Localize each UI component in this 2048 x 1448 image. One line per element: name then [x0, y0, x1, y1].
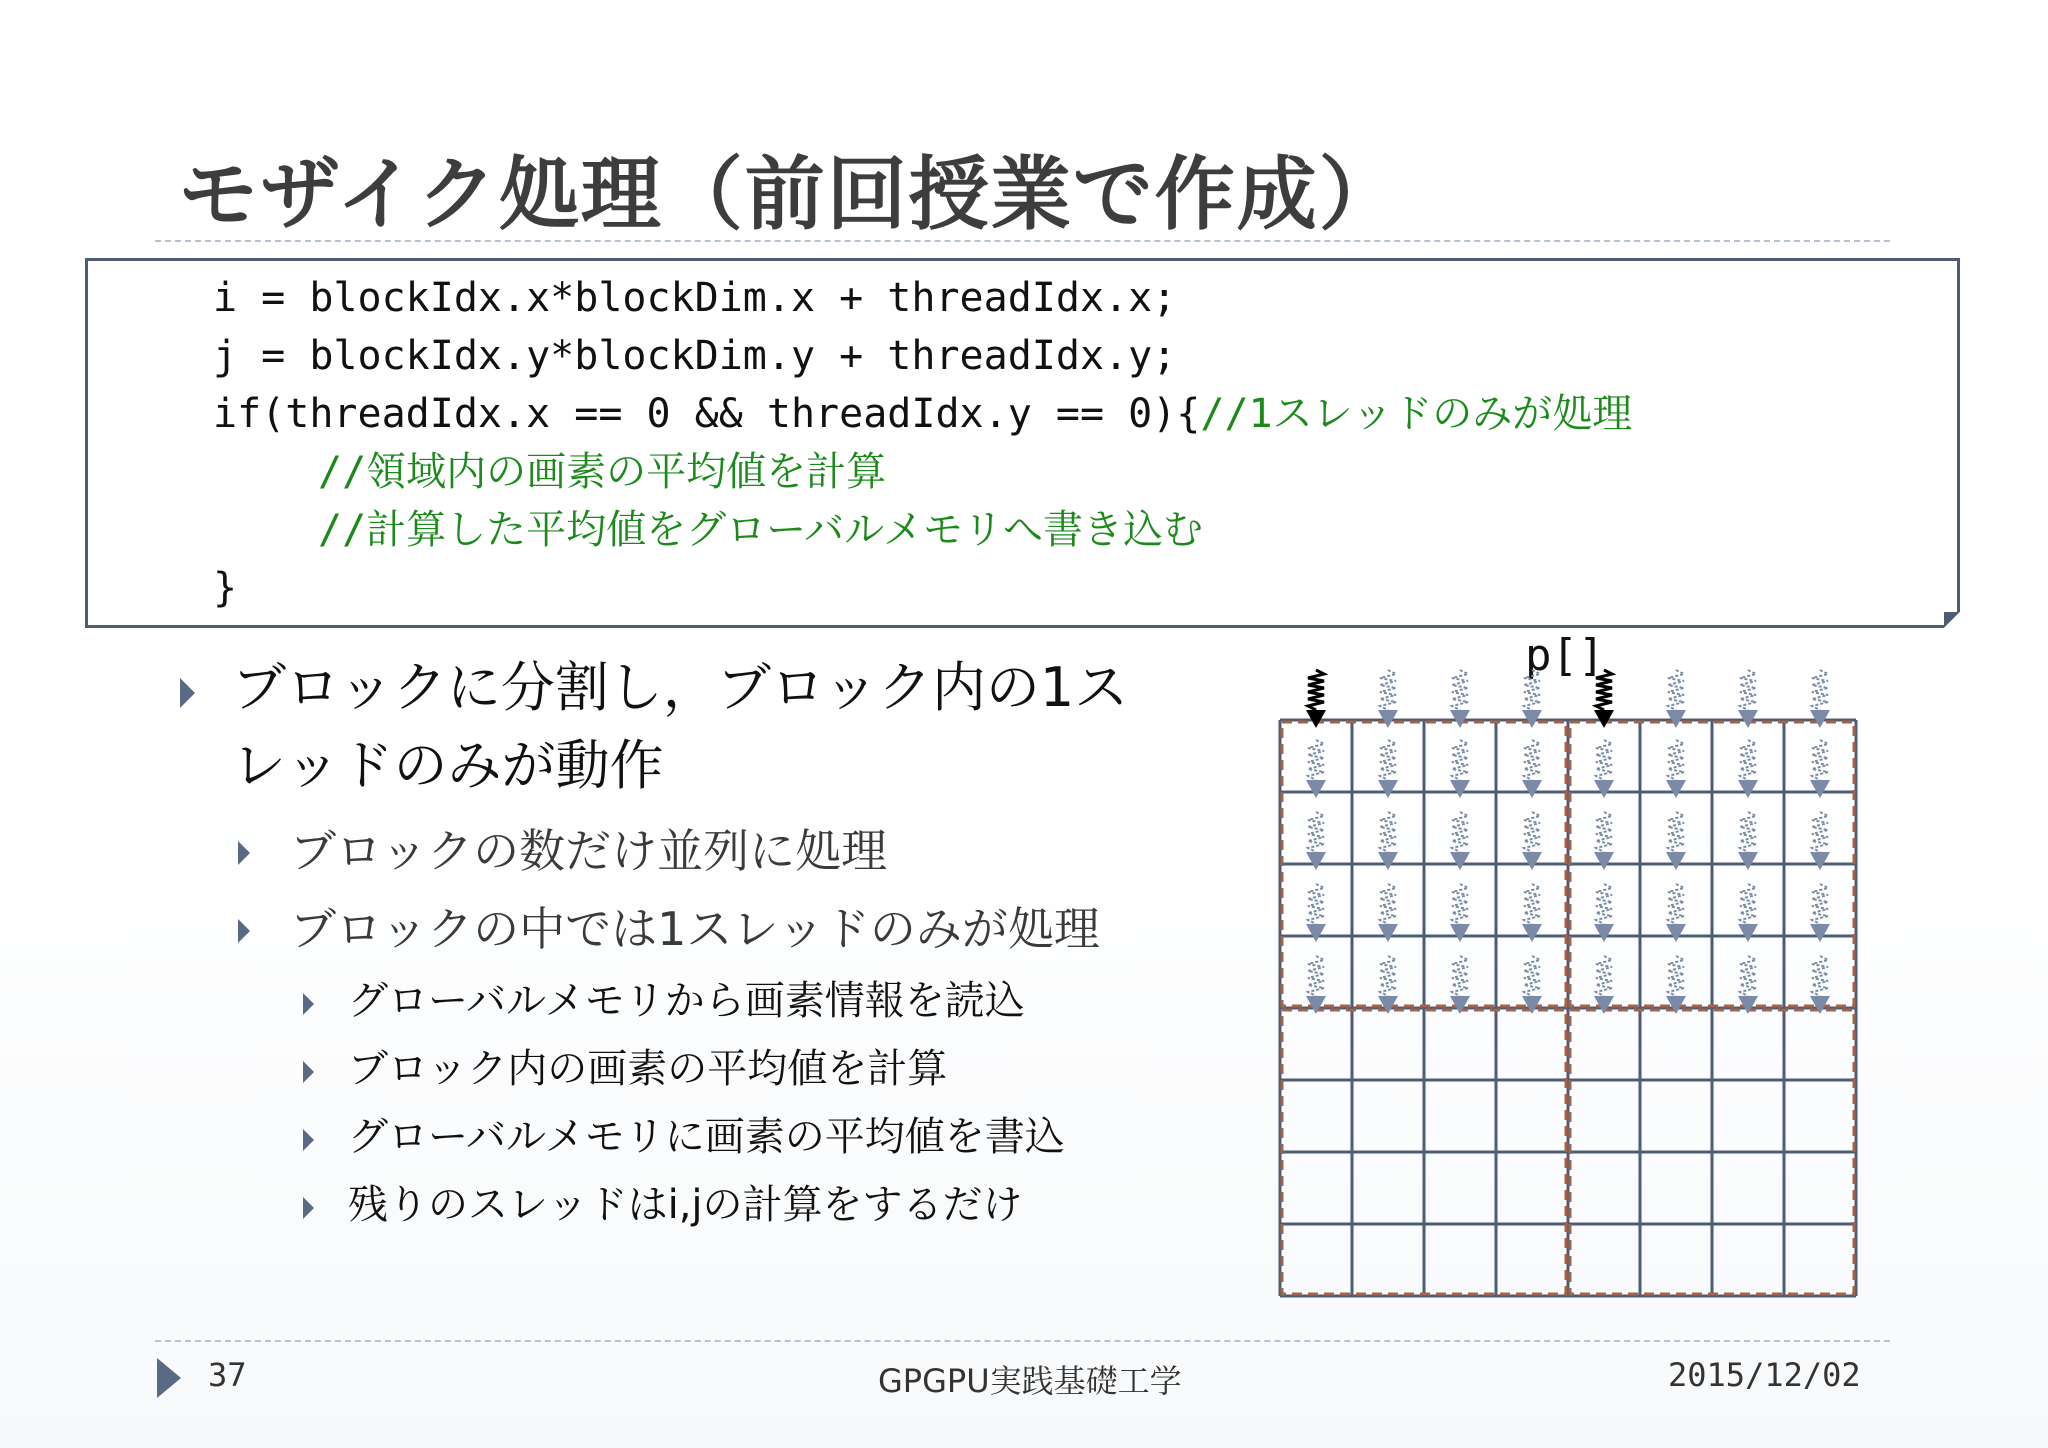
thread-arrow-icon — [1450, 924, 1470, 942]
thread-arrow-icon — [1450, 780, 1470, 798]
thread-icon — [1812, 884, 1828, 924]
thread-arrow-icon — [1666, 924, 1686, 942]
thread-arrow-icon — [1810, 852, 1830, 870]
bullet-arrow-icon — [238, 919, 250, 943]
thread-arrow-icon — [1594, 780, 1614, 798]
bullet-arrow-icon — [303, 1197, 314, 1219]
thread-arrow-icon — [1522, 852, 1542, 870]
thread-arrow-icon — [1306, 780, 1326, 798]
thread-icon — [1740, 956, 1756, 996]
thread-icon — [1524, 812, 1540, 852]
page-fold-corner — [1944, 612, 1960, 628]
bullet-arrow-icon — [180, 678, 195, 708]
thread-icon — [1308, 740, 1324, 780]
course-name: GPGPU実践基礎工学 — [878, 1362, 1182, 1400]
thread-icon — [1812, 740, 1828, 780]
thread-icon — [1812, 812, 1828, 852]
slide-date: 2015/12/02 — [1668, 1356, 1861, 1394]
thread-arrow-icon — [1450, 852, 1470, 870]
bullet-arrow-icon — [303, 993, 314, 1015]
thread-icon — [1308, 884, 1324, 924]
thread-icon — [1308, 812, 1324, 852]
bullet-step-read: グローバルメモリから画素情報を読込 — [348, 978, 1025, 1024]
thread-arrow-icon — [1738, 852, 1758, 870]
page-number: 37 — [208, 1356, 247, 1394]
footer-divider — [155, 1340, 1890, 1342]
code-line-2: j = blockIdx.y*blockDim.y + threadIdx.y; — [213, 333, 1177, 379]
thread-arrow-icon — [1378, 852, 1398, 870]
code-block — [213, 269, 1632, 617]
thread-icon — [1452, 884, 1468, 924]
bullet-step-idle: 残りのスレッドはi,jの計算をするだけ — [348, 1182, 1023, 1228]
thread-arrow-icon — [1666, 852, 1686, 870]
thread-arrow-icon — [1666, 780, 1686, 798]
thread-icon — [1380, 884, 1396, 924]
thread-icon — [1380, 956, 1396, 996]
thread-icon — [1452, 812, 1468, 852]
thread-icon — [1740, 740, 1756, 780]
thread-icon — [1740, 884, 1756, 924]
bullet-arrow-icon — [303, 1129, 314, 1151]
bullet-step-average: ブロック内の画素の平均値を計算 — [348, 1046, 948, 1092]
bullet-sub-parallel: ブロックの数だけ並列に処理 — [290, 824, 888, 878]
thread-icon — [1596, 740, 1612, 780]
title-divider — [155, 240, 1890, 242]
code-line-1: i = blockIdx.x*blockDim.x + threadIdx.x; — [213, 275, 1177, 321]
bullet-sub-single-thread: ブロックの中では1スレッドのみが処理 — [290, 902, 1100, 956]
active-thread-icon — [1596, 670, 1612, 710]
bullet-step-write: グローバルメモリに画素の平均値を書込 — [348, 1114, 1065, 1160]
thread-arrow-icon — [1594, 852, 1614, 870]
thread-arrow-icon — [1378, 924, 1398, 942]
thread-arrow-icon — [1306, 852, 1326, 870]
thread-icon — [1308, 956, 1324, 996]
thread-icon — [1380, 670, 1396, 710]
thread-icon — [1668, 812, 1684, 852]
bullet-arrow-icon — [303, 1061, 314, 1083]
thread-icon — [1524, 670, 1540, 710]
code-comment-1: //1スレッドのみが処理 — [1200, 391, 1633, 437]
thread-icon — [1596, 884, 1612, 924]
thread-icon — [1452, 670, 1468, 710]
thread-icon — [1452, 956, 1468, 996]
thread-icon — [1524, 740, 1540, 780]
array-label: p[] — [1525, 630, 1605, 681]
thread-arrow-icon — [1522, 780, 1542, 798]
thread-icon — [1380, 812, 1396, 852]
thread-icon — [1524, 884, 1540, 924]
bullet-main-line2: レッドのみが動作 — [232, 734, 664, 797]
active-thread-icon — [1308, 670, 1324, 710]
thread-arrow-icon — [1738, 780, 1758, 798]
thread-icon — [1668, 956, 1684, 996]
thread-icon — [1668, 670, 1684, 710]
thread-icon — [1740, 670, 1756, 710]
thread-icon — [1812, 670, 1828, 710]
code-box — [85, 258, 1960, 628]
thread-icon — [1524, 956, 1540, 996]
thread-icon — [1380, 740, 1396, 780]
thread-arrow-icon — [1378, 780, 1398, 798]
thread-icon — [1668, 884, 1684, 924]
thread-icon — [1596, 956, 1612, 996]
thread-arrow-icon — [1810, 924, 1830, 942]
bullet-arrow-icon — [238, 841, 250, 865]
code-line-3: if(threadIdx.x == 0 && threadIdx.y == 0){ — [213, 391, 1201, 437]
thread-icon — [1596, 812, 1612, 852]
thread-arrow-icon — [1738, 924, 1758, 942]
thread-arrow-icon — [1810, 780, 1830, 798]
thread-icon — [1452, 740, 1468, 780]
code-line-6: } — [213, 565, 238, 611]
thread-arrow-icon — [1306, 924, 1326, 942]
code-comment-2: //領域内の画素の平均値を計算 — [318, 449, 887, 495]
slide-title: モザイク処理（前回授業で作成） — [178, 147, 1401, 241]
thread-arrow-icon — [1522, 924, 1542, 942]
thread-icon — [1740, 812, 1756, 852]
bullet-main-line1: ブロックに分割し，ブロック内の1ス — [232, 656, 1129, 719]
thread-grid-diagram — [1270, 630, 1880, 1310]
thread-icon — [1668, 740, 1684, 780]
thread-icon — [1812, 956, 1828, 996]
footer-arrow-icon — [157, 1358, 181, 1398]
code-comment-3: //計算した平均値をグローバルメモリへ書き込む — [318, 507, 1203, 553]
thread-arrow-icon — [1594, 924, 1614, 942]
